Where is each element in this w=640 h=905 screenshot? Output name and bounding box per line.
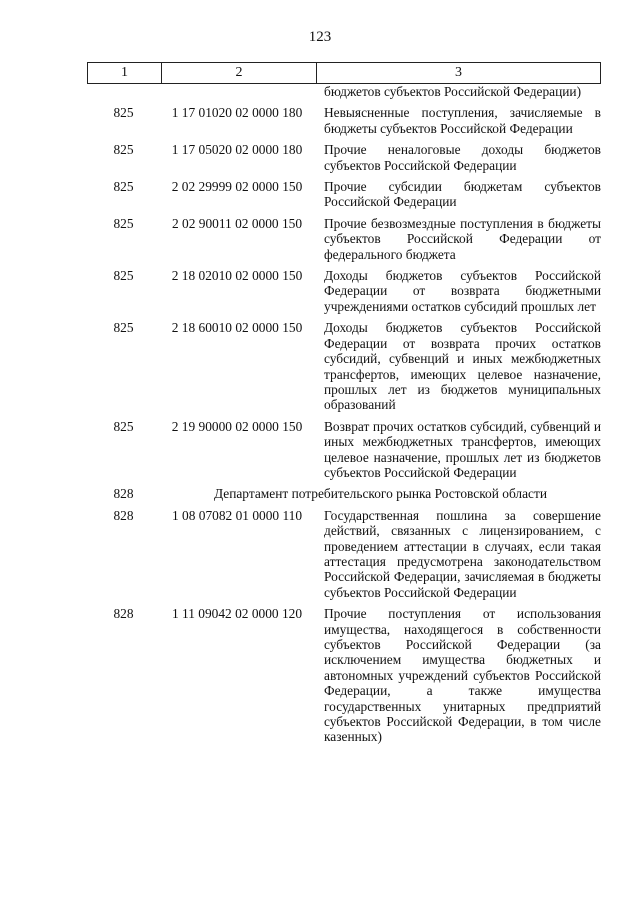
table-row (87, 216, 601, 262)
revenue-description: Прочие неналоговые доходы бюджетов субъектов Российской Федерации (324, 142, 601, 173)
revenue-code: 1 17 01020 02 0000 180 (171, 105, 303, 121)
revenue-description: Возврат прочих остатков субсидий, субвенций и иных межбюджетных трансфертов, имеющих целевое назначение, прошлых лет из бюджетов субъектов Российской Федерации (324, 418, 601, 480)
page-number: 123 (308, 29, 332, 45)
table-row-continued (87, 84, 601, 99)
admin-code: 825 (113, 179, 134, 195)
admin-code: 825 (113, 215, 134, 231)
table-row (87, 105, 601, 136)
admin-code: 825 (113, 268, 134, 284)
revenue-code: 2 18 02010 02 0000 150 (171, 268, 303, 284)
header-col-2: 2 (162, 63, 317, 84)
revenue-code: 2 02 90011 02 0000 150 (171, 215, 303, 231)
admin-code: 828 (113, 507, 134, 523)
table-row (87, 142, 601, 173)
revenue-code: 2 18 60010 02 0000 150 (171, 320, 303, 336)
table-row (87, 179, 601, 210)
table-row (87, 320, 601, 412)
revenue-code: 2 02 29999 02 0000 150 (171, 179, 303, 195)
admin-code: 825 (113, 142, 134, 158)
header-col-3: 3 (317, 63, 601, 84)
section-header-row (87, 486, 601, 501)
revenue-description: Прочие поступления от использования имущества, находящегося в собственности субъектов Российской Федерации (за исключением имущества бюджетных и автономных учреждений субъектов Российской Федерации, а также имущества государственных унитарных предприятий субъектов Российской Федерации, в том числе казенных) (324, 606, 601, 745)
table-body (87, 84, 601, 751)
table-row (87, 508, 601, 600)
revenue-code: 2 19 90000 02 0000 150 (171, 418, 303, 434)
revenue-description: Невыясненные поступления, зачисляемые в бюджеты субъектов Российской Федерации (324, 105, 601, 136)
revenue-description: Государственная пошлина за совершение действий, связанных с лицензированием, с проведением аттестации в случаях, если такая аттестация предусмотрена законодательством Российской Федерации, зачисляемая в бюджеты субъектов Российской Федерации (324, 507, 601, 600)
revenue-code: 1 11 09042 02 0000 120 (171, 606, 303, 622)
table-row (87, 268, 601, 314)
admin-code: 825 (113, 105, 134, 121)
revenue-description: Доходы бюджетов субъектов Российской Федерации от возврата бюджетными учреждениями остатков субсидий прошлых лет (324, 268, 601, 314)
admin-code: 825 (113, 418, 134, 434)
table-row (87, 419, 601, 481)
header-col-1: 1 (88, 63, 162, 84)
revenue-code: 1 17 05020 02 0000 180 (171, 142, 303, 158)
table-header (87, 62, 601, 84)
revenue-code: 1 08 07082 01 0000 110 (171, 507, 303, 523)
revenue-description: Прочие субсидии бюджетам субъектов Российской Федерации (324, 179, 601, 210)
revenue-description: Прочие безвозмездные поступления в бюджеты субъектов Российской Федерации от федерального бюджета (324, 215, 601, 262)
admin-code: 825 (113, 320, 134, 336)
admin-code: 828 (113, 606, 134, 622)
section-title: Департамент потребительского рынка Ростовской области (213, 486, 548, 502)
revenue-description: Доходы бюджетов субъектов Российской Федерации от возврата прочих остатков субсидий, субвенций и иных межбюджетных трансфертов, имеющих целевое назначение, прошлых лет из бюджетов муниципальных образований (324, 320, 601, 413)
admin-code: 828 (113, 486, 134, 502)
continued-text: бюджетов субъектов Российской Федерации) (324, 84, 582, 99)
table-row (87, 606, 601, 745)
